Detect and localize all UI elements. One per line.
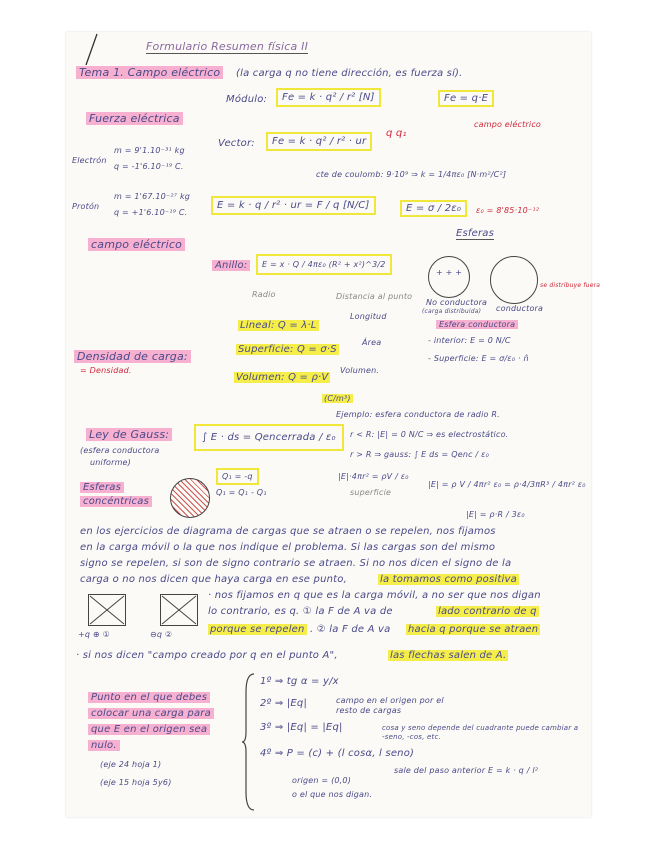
- parrafo-l7b: hacia q porque se atraen: [408, 624, 539, 635]
- lineal-formula: Lineal: Q = λ·L: [240, 320, 317, 331]
- concentricas-q2: Q₁ = Q₁ - Q₁: [216, 488, 267, 497]
- parrafo-l7: . ② la F de A va: [310, 624, 391, 635]
- parrafo-l8: · si nos dicen "campo creado por q en el punto A",: [76, 650, 338, 661]
- gauss-r-menor: r < R: |E| = 0 N/C ⇒ es electrostático.: [350, 430, 509, 439]
- epsilon-note: ε₀ = 8'85·10⁻¹²: [476, 206, 540, 215]
- parrafo-l4b: la tomamos como positiva: [380, 574, 517, 585]
- parrafo-l3: signo se repelen, si son de signo contrario se atraen. Si no nos dicen el signo de la: [80, 558, 512, 569]
- parrafo-l6b: lado contrario de q: [438, 606, 537, 617]
- fuerza-heading: Fuerza eléctrica: [86, 112, 183, 125]
- conductora-box-title: Esfera conductora: [436, 320, 518, 329]
- cosa-note: cosa y seno depende del cuadrante puede cambiar a -seno, -cos, etc.: [382, 724, 579, 741]
- parrafo-l4: carga o no nos dicen que haya carga en ese punto,: [80, 574, 347, 585]
- origen-2: o el que nos digan.: [292, 790, 373, 799]
- concentricas-heading-2: concéntricas: [80, 496, 152, 507]
- diagram-arrows-1-icon: [88, 594, 126, 626]
- margin-stroke-icon: [84, 32, 100, 66]
- parrafo-l7a: porque se repelen: [210, 624, 305, 635]
- conductora-superficie: - Superficie: E = σ/ε₀ · n̂: [428, 354, 529, 363]
- modulo-result: Fe = q·E: [438, 90, 494, 107]
- no-conductora-label: No conductora: [426, 298, 488, 307]
- electron-label: Electrón: [72, 156, 107, 165]
- parrafo-l2: en la carga móvil o la que nos indique el problema. Si las cargas son del mismo: [80, 542, 496, 553]
- conductora-sphere: [490, 256, 538, 304]
- charges-icon: + + +: [436, 268, 463, 277]
- diagram-arrows-2-icon: [160, 594, 198, 626]
- parrafo-l1: en los ejercicios de diagrama de cargas que se atraen o se repelen, nos fijamos: [80, 526, 496, 537]
- concentricas-heading-1: Esferas: [80, 482, 124, 493]
- esferas-heading: Esferas: [456, 228, 495, 239]
- page-title: Formulario Resumen física II: [146, 40, 309, 53]
- electron-mass: m = 9'1.10⁻³¹ kg: [114, 146, 185, 155]
- gauss-r-mayor: r > R ⇒ gauss: ∫ E ds = Qenc / ε₀: [350, 450, 489, 459]
- distancia-note: Distancia al punto: [336, 292, 413, 301]
- punto-eje1: (eje 24 hoja 1): [100, 760, 162, 769]
- paso-3: 3º ⇒ |Eq| = |Eq|: [260, 722, 343, 733]
- radio-note: Radio: [252, 290, 276, 299]
- origen-1: origen = (0,0): [292, 776, 352, 785]
- gauss-sub1: (esfera conductora: [80, 446, 160, 455]
- tema-label: Tema 1. Campo eléctrico: [76, 66, 223, 79]
- densidad-sub: = Densidad.: [80, 366, 132, 375]
- campo-origen-note: campo en el origen por el resto de cargas: [336, 696, 444, 715]
- cte-coulomb: cte de coulomb: 9·10⁹ ⇒ k = 1/4πε₀ [N·m²/C²]: [316, 170, 507, 179]
- paso-1: 1º ⇒ tg α = y/x: [260, 676, 339, 687]
- paso-2: 2º ⇒ |Eq|: [260, 698, 308, 709]
- punto-eje2: (eje 15 hoja 5y6): [100, 778, 172, 787]
- vector-label: Vector:: [218, 138, 255, 149]
- punto-l1: Punto en el que debes: [88, 692, 210, 703]
- tema-note: (la carga q no tiene dirección, es fuerza sí).: [236, 68, 463, 79]
- se-distribuye-note: se distribuye fuera: [540, 282, 601, 289]
- anillo-label: Anillo:: [212, 260, 250, 271]
- no-conductora-sphere: [428, 256, 470, 298]
- pasos-brace-icon: [242, 672, 256, 812]
- gauss-e3: |E| = ρ·R / 3ε₀: [466, 510, 525, 519]
- densidad-heading: Densidad de carga:: [74, 350, 191, 363]
- gauss-e1: |E|·4πr² = ρV / ε₀: [338, 472, 409, 481]
- conductora-label: conductora: [496, 304, 544, 313]
- punto-l3: que E en el origen sea: [88, 724, 210, 735]
- electron-charge: q = -1'6.10⁻¹⁹ C.: [114, 162, 184, 171]
- longitud-note: Longitud: [350, 312, 387, 321]
- gauss-ejemplo: Ejemplo: esfera conductora de radio R.: [336, 410, 500, 419]
- gauss-heading: Ley de Gauss:: [86, 428, 172, 441]
- conductora-interior: - interior: E = 0 N/C: [428, 336, 511, 345]
- vector-formula: Fe = k · q² / r² · ur: [266, 132, 372, 151]
- gauss-formula: ∫ E · ds = Qencerrada / ε₀: [194, 424, 344, 451]
- sale-note: sale del paso anterior E = k · q / l²: [394, 766, 539, 775]
- gauss-e2: |E| = ρ V / 4πr² ε₀ = ρ·4/3πR³ / 4πr² ε₀: [428, 480, 586, 489]
- concentric-sphere: [170, 478, 210, 518]
- punto-l4: nulo.: [88, 740, 120, 751]
- densidad-unit: (C/m³): [324, 394, 351, 403]
- modulo-label: Módulo:: [226, 94, 268, 105]
- gauss-sub2: uniforme): [90, 458, 131, 467]
- proton-charge: q = +1'6.10⁻¹⁹ C.: [114, 208, 188, 217]
- proton-label: Protón: [72, 202, 100, 211]
- superficie-formula: Superficie: Q = σ·S: [238, 344, 337, 355]
- campo-formula: E = k · q / r² · ur = F / q [N/C]: [211, 196, 376, 215]
- campo-result: E = σ / 2ε₀: [400, 200, 467, 217]
- carga-distribuida-note: (carga distribuida): [422, 308, 482, 315]
- campo-heading: campo eléctrico: [88, 238, 185, 251]
- modulo-formula: Fe = k · q² / r² [N]: [276, 88, 381, 107]
- campo-electrico-note: campo eléctrico: [474, 120, 542, 129]
- punto-l2: colocar una carga para: [88, 708, 214, 719]
- qq-note: q q₁: [386, 128, 407, 139]
- gauss-superficie: superficie: [350, 488, 392, 497]
- parrafo-l5: · nos fijamos en q que es la carga móvil, a no ser que nos digan: [208, 590, 541, 601]
- parrafo-l8b: las flechas salen de A.: [390, 650, 507, 661]
- concentricas-q1: Q₁ = -q: [216, 468, 259, 485]
- notebook-page: [66, 32, 601, 817]
- paso-4: 4º ⇒ P = (c) + (l cosα, l seno): [260, 748, 415, 759]
- parrafo-l6: lo contrario, es q. ① la F de A va de: [208, 606, 393, 617]
- volumen-formula: Volumen: Q = ρ·V: [236, 372, 329, 383]
- area-note: Área: [362, 338, 382, 347]
- anillo-formula: E = x · Q / 4πε₀ (R² + x²)^3/2: [256, 254, 392, 275]
- diagram-label-1: +q ⊕ ①: [78, 630, 110, 639]
- proton-mass: m = 1'67.10⁻²⁷ kg: [114, 192, 191, 201]
- volumen-note: Volumen.: [340, 366, 380, 375]
- diagram-label-2: ⊖q ②: [150, 630, 173, 639]
